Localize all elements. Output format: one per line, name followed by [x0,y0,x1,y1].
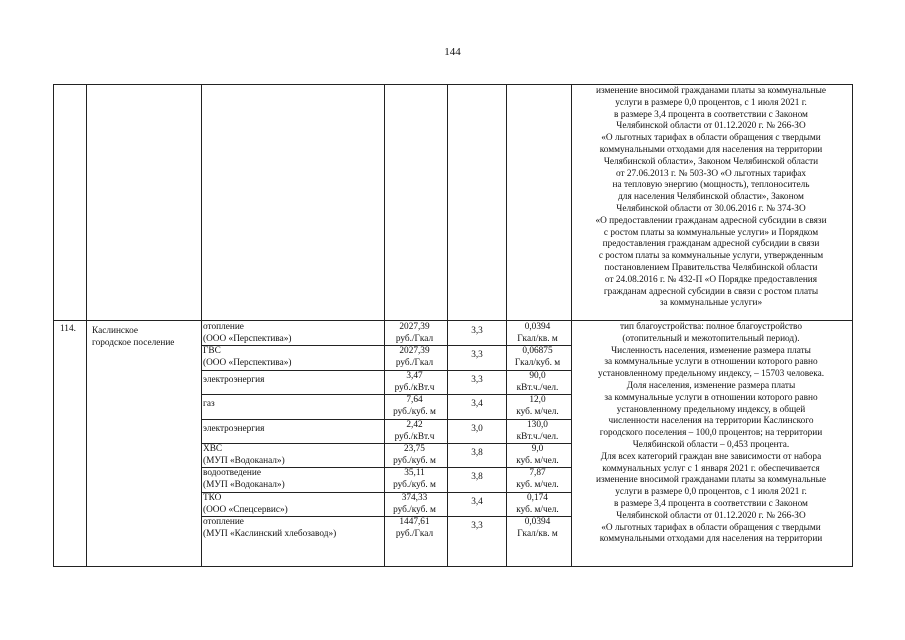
service-tariff-line: 2027,39 [399,322,430,332]
col-divider-index [506,84,507,566]
municipality-line: Каслинское [92,326,138,336]
service-name [203,375,383,387]
notes-line: Челябинской области от 01.12.2020 г. № 266-ЗО [616,121,806,132]
notes-line: в размере 3,4 процента в соответствии с Законом [614,109,808,120]
notes-line: тип благоустройства: полное благоустройство [619,322,803,332]
service-index [449,448,505,460]
notes-line: за коммунальные услуги в отношении которого равно [604,392,818,403]
service-norm [508,395,570,418]
service-norm-line: Гкал/кв. м [517,333,558,344]
service-tariff-line: руб./Гкал [395,528,434,539]
service-name-line: отопление [203,322,244,332]
service-name [203,399,383,411]
col-divider-service [384,84,385,566]
row-divider-114 [53,320,853,321]
notes-line: на тепловую энергию (мощность), теплоноситель [612,180,810,191]
service-norm-line: куб. м/чел. [516,406,559,417]
service-tariff-line: 7,64 [406,395,423,405]
service-index-line: 3,4 [471,497,483,507]
service-name [203,444,383,467]
service-norm-line: 0,0394 [524,322,551,332]
service-tariff [386,517,446,540]
table-border-bottom [53,566,853,567]
service-tariff-line: руб./Гкал [395,333,434,344]
notes-line: установленному предельному индексу, в общей [616,404,806,415]
service-index [449,350,505,362]
service-name-line: электроэнергия [203,424,265,434]
service-tariff-line: 35,11 [404,468,425,478]
service-tariff-line: 374,33 [401,493,428,503]
notes-line: Численность населения, изменение размера платы [611,345,811,356]
service-tariff-line: руб./куб. м [393,504,436,515]
service-norm [508,493,570,516]
service-norm-line: 90,0 [529,371,546,381]
service-tariff [386,395,446,418]
service-norm [508,517,570,540]
service-name-line: электроэнергия [203,375,265,385]
notes-line: Челябинской области», Законом Челябинской области [603,156,819,167]
notes-line: коммунальными отходами для населения на территории [599,144,823,155]
notes-line: численности населения на территории Каслинского [608,416,814,427]
service-norm-line: куб. м/чел. [516,504,559,515]
service-tariff [386,444,446,467]
service-tariff-line: 1447,61 [399,517,430,527]
notes-line: коммунальных услуг с 1 января 2021 г. обеспечивается [602,463,820,474]
notes-line: Челябинской области от 01.12.2020 г. № 266-ЗО [616,510,806,521]
notes-line: услуги в размере 0,0 процентов, с 1 июля 2021 г. [615,487,807,498]
service-name-line: газ [203,399,215,409]
service-name-line: водоотведение [203,468,261,478]
notes-line: Для всех категорий граждан вне зависимости от набора [600,451,822,462]
notes-line: с ростом платы за коммунальные услуги» и Порядком [603,227,819,238]
notes-line: коммунальными отходами для населения на территории [599,534,823,545]
table-border-top [53,84,853,85]
service-index [449,375,505,387]
notes-line: для населения Челябинской области», Законом [618,192,804,203]
service-tariff [386,493,446,516]
service-index-line: 3,8 [471,472,483,482]
row-number: 114. [60,324,76,334]
notes-line: за коммунальные услуги» [659,298,763,309]
service-index [449,399,505,411]
service-norm-line: 0,06875 [522,346,553,356]
service-name [203,424,383,436]
service-norm-line: Гкал/кв. м [517,528,558,539]
notes-line: услуги в размере 0,0 процентов, с 1 июля 2021 г. [615,97,807,108]
service-tariff-line: руб./куб. м [393,455,436,466]
service-name-line: ХВС [203,444,223,454]
service-name [203,493,383,516]
service-name-line: (МУП «Водоканал») [203,455,285,466]
service-index-line: 3,8 [471,448,483,458]
notes-line: за коммунальные услуги в отношении которого равно [604,357,818,368]
service-norm [508,322,570,345]
municipality-line: городское поселение [92,337,175,348]
service-norm-line: 9,0 [531,444,544,454]
notes-line: постановлением Правительства Челябинской области [604,262,818,273]
service-index [449,326,505,338]
page-number: 144 [444,46,461,58]
service-name-line: ГВС [203,346,221,356]
service-name [203,322,383,345]
service-index [449,497,505,509]
notes-line: Челябинской области – 0,453 процента. [632,439,790,450]
notes-line: от 27.06.2013 г. № 503-ЗО «О льготных тарифах [615,168,807,179]
service-name-line: ТКО [203,493,222,503]
col-divider-number [86,84,87,566]
service-norm-line: кВт.ч./чел. [516,382,559,393]
service-name-line: (МУП «Каслинский хлебозавод») [203,528,337,539]
service-tariff [386,468,446,491]
service-index-line: 3,3 [471,375,483,385]
service-norm-line: 12,0 [529,395,546,405]
service-norm [508,444,570,467]
notes-line: Доля населения, изменение размера платы [626,380,796,391]
service-tariff-line: 2,42 [406,420,423,430]
table-border-left [53,84,54,566]
notes-line: изменение вносимой гражданами платы за коммунальные [596,475,826,486]
service-tariff-line: 3,47 [406,371,423,381]
previous-row-notes [572,86,850,310]
service-tariff [386,371,446,394]
col-divider-tariff [447,84,448,566]
notes-line: от 24.08.2016 г. № 432-П «О Порядке предоставления [604,274,818,285]
service-name-line: (ООО «Перспектива») [203,333,292,344]
notes-line: с ростом платы за коммунальные услуги, утвержденным [598,251,824,262]
service-name [203,468,383,491]
notes-line: гражданам адресной субсидии в связи с ростом платы [603,286,819,297]
notes-line: «О предоставлении гражданам адресной субсидии в связи [595,215,827,226]
service-tariff-line: руб./куб. м [393,479,436,490]
notes-line: «О льготных тарифах в области обращения с твердыми [601,133,821,144]
service-norm-line: 7,87 [529,468,546,478]
notes-line: Челябинской области от 30.06.2016 г. № 374-ЗО [616,203,806,214]
service-name [203,346,383,369]
service-index-line: 3,4 [471,399,483,409]
notes-line: «О льготных тарифах в области обращения с твердыми [601,522,821,533]
service-tariff-line: руб./Гкал [395,357,434,368]
service-norm-line: 130,0 [527,420,548,430]
service-tariff [386,420,446,443]
service-norm-line: куб. м/чел. [516,479,559,490]
service-norm-line: куб. м/чел. [516,455,559,466]
service-name [203,517,383,540]
service-index-line: 3,3 [471,326,483,336]
service-tariff-line: руб./кВт.ч [394,382,435,393]
service-norm-line: кВт.ч./чел. [516,431,559,442]
service-norm [508,371,570,394]
notes-line: предоставления гражданам адресной субсидии в связи [602,239,820,250]
service-name-line: (ООО «Спецсервис») [203,504,288,515]
service-norm [508,346,570,369]
service-norm-line: 0,174 [527,493,548,503]
service-tariff-line: 23,75 [404,444,425,454]
service-norm [508,420,570,443]
notes-line: (отопительный и межотопительный период). [622,333,800,344]
service-index [449,424,505,436]
service-norm-line: Гкал/куб. м [514,357,561,368]
col-divider-municipality [201,84,202,566]
service-tariff [386,346,446,369]
table-border-right [852,84,853,566]
row-notes [572,322,850,546]
service-index [449,472,505,484]
notes-line: установленному предельному индексу, – 15703 человека. [597,369,825,380]
municipality-name [92,326,200,349]
service-tariff-line: руб./куб. м [393,406,436,417]
service-tariff-line: 2027,39 [399,346,430,356]
service-norm [508,468,570,491]
service-index-line: 3,3 [471,521,483,531]
service-index-line: 3,0 [471,424,483,434]
notes-line: изменение вносимой гражданами платы за коммунальные [596,86,826,96]
service-tariff-line: руб./кВт.ч [394,431,435,442]
service-index-line: 3,3 [471,350,483,360]
service-name-line: (МУП «Водоканал») [203,479,285,490]
service-name-line: отопление [203,517,244,527]
notes-line: в размере 3,4 процента в соответствии с Законом [614,498,808,509]
service-index [449,521,505,533]
service-tariff [386,322,446,345]
service-norm-line: 0,0394 [524,517,551,527]
notes-line: городского поселения – 100,0 процентов; на территории [599,428,823,439]
service-name-line: (ООО «Перспектива») [203,357,292,368]
